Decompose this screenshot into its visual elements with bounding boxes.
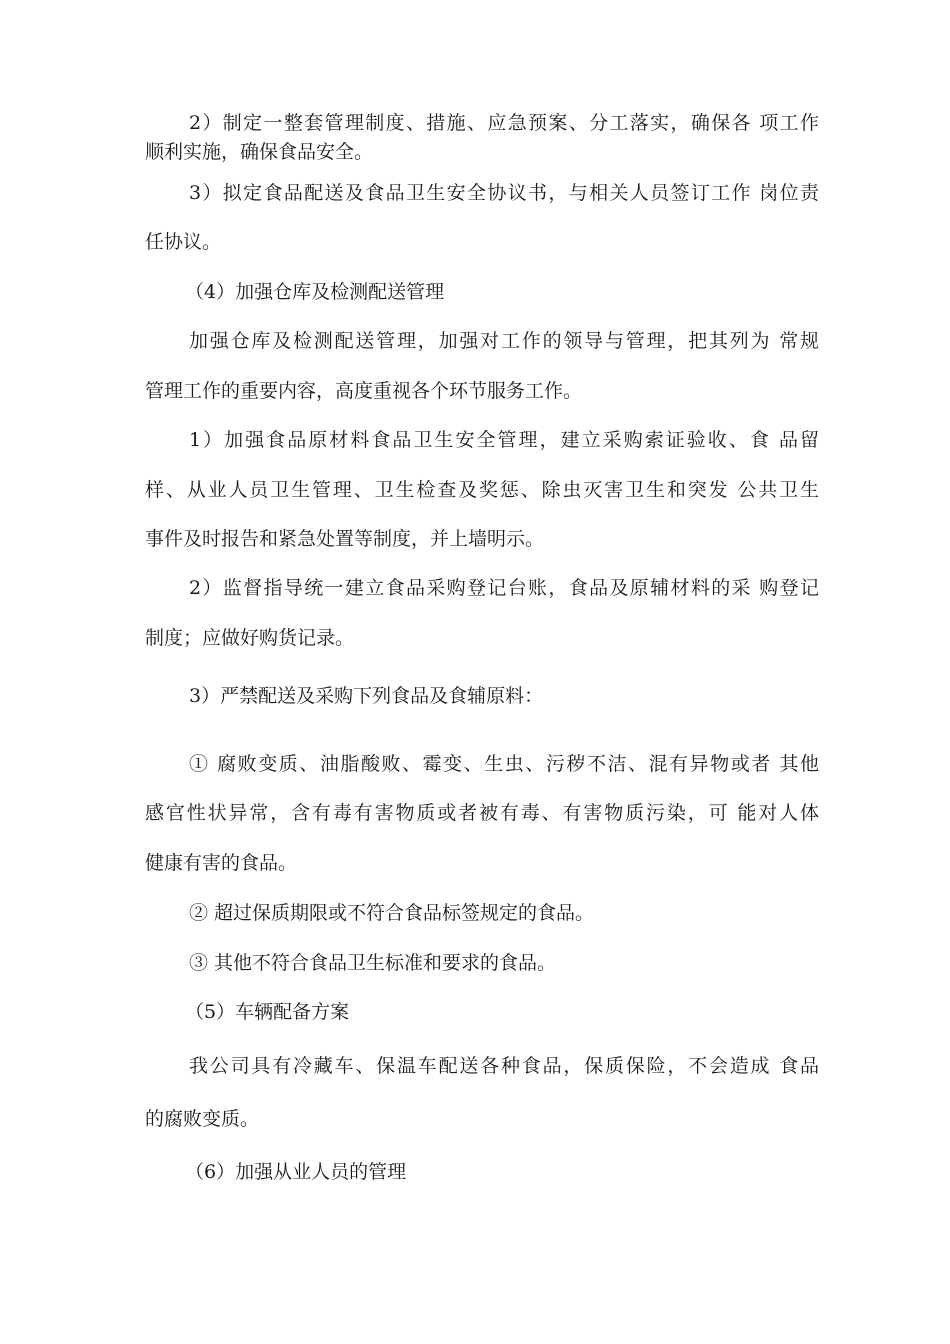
paragraph-3-line-1: 加强仓库及检测配送管理，加强对工作的领导与管理，把其列为 常规 bbox=[189, 330, 819, 352]
paragraph-10-line-1: 我公司具有冷藏车、保温车配送各种食品，保质保险，不会造成 食品 bbox=[189, 1055, 819, 1077]
paragraph-4-line-2: 样、从业人员卫生管理、卫生检查及奖惩、除虫灭害卫生和突发 公共卫生 bbox=[145, 479, 819, 501]
section-heading-6: （6）加强从业人员的管理 bbox=[185, 1161, 407, 1183]
paragraph-7-line-2: 感官性状异常，含有毒有害物质或者被有毒、有害物质污染，可 能对人体 bbox=[145, 802, 819, 824]
paragraph-4-line-1: 1）加强食品原材料食品卫生安全管理，建立采购索证验收、食 品留 bbox=[189, 429, 819, 451]
paragraph-8-line-1: ② 超过保质期限或不符合食品标签规定的食品。 bbox=[189, 902, 595, 924]
paragraph-2-line-1: 3）拟定食品配送及食品卫生安全协议书，与相关人员签订工作 岗位责 bbox=[189, 182, 819, 204]
paragraph-7-line-3: 健康有害的食品。 bbox=[145, 852, 298, 874]
section-heading-5: （5）车辆配备方案 bbox=[185, 1001, 350, 1023]
paragraph-2-line-2: 任协议。 bbox=[145, 231, 222, 253]
paragraph-9-line-1: ③ 其他不符合食品卫生标准和要求的食品。 bbox=[189, 952, 557, 974]
paragraph-5-line-1: 2）监督指导统一建立食品采购登记台账，食品及原辅材料的采 购登记 bbox=[189, 577, 819, 599]
paragraph-4-line-3: 事件及时报告和紧急处置等制度，并上墙明示。 bbox=[145, 528, 545, 550]
paragraph-6-line-1: 3）严禁配送及采购下列食品及食辅原料： bbox=[189, 685, 544, 707]
paragraph-10-line-2: 的腐败变质。 bbox=[145, 1108, 260, 1130]
paragraph-1-line-1: 2）制定一整套管理制度、措施、应急预案、分工落实，确保各 项工作 bbox=[189, 112, 819, 134]
paragraph-1-line-2: 顺利实施，确保食品安全。 bbox=[145, 141, 374, 163]
section-heading-4: （4）加强仓库及检测配送管理 bbox=[185, 281, 445, 303]
paragraph-7-line-1: ① 腐败变质、油脂酸败、霉变、生虫、污秽不洁、混有异物或者 其他 bbox=[189, 753, 819, 775]
paragraph-5-line-2: 制度；应做好购货记录。 bbox=[145, 627, 355, 649]
paragraph-3-line-2: 管理工作的重要内容，高度重视各个环节服务工作。 bbox=[145, 380, 583, 402]
